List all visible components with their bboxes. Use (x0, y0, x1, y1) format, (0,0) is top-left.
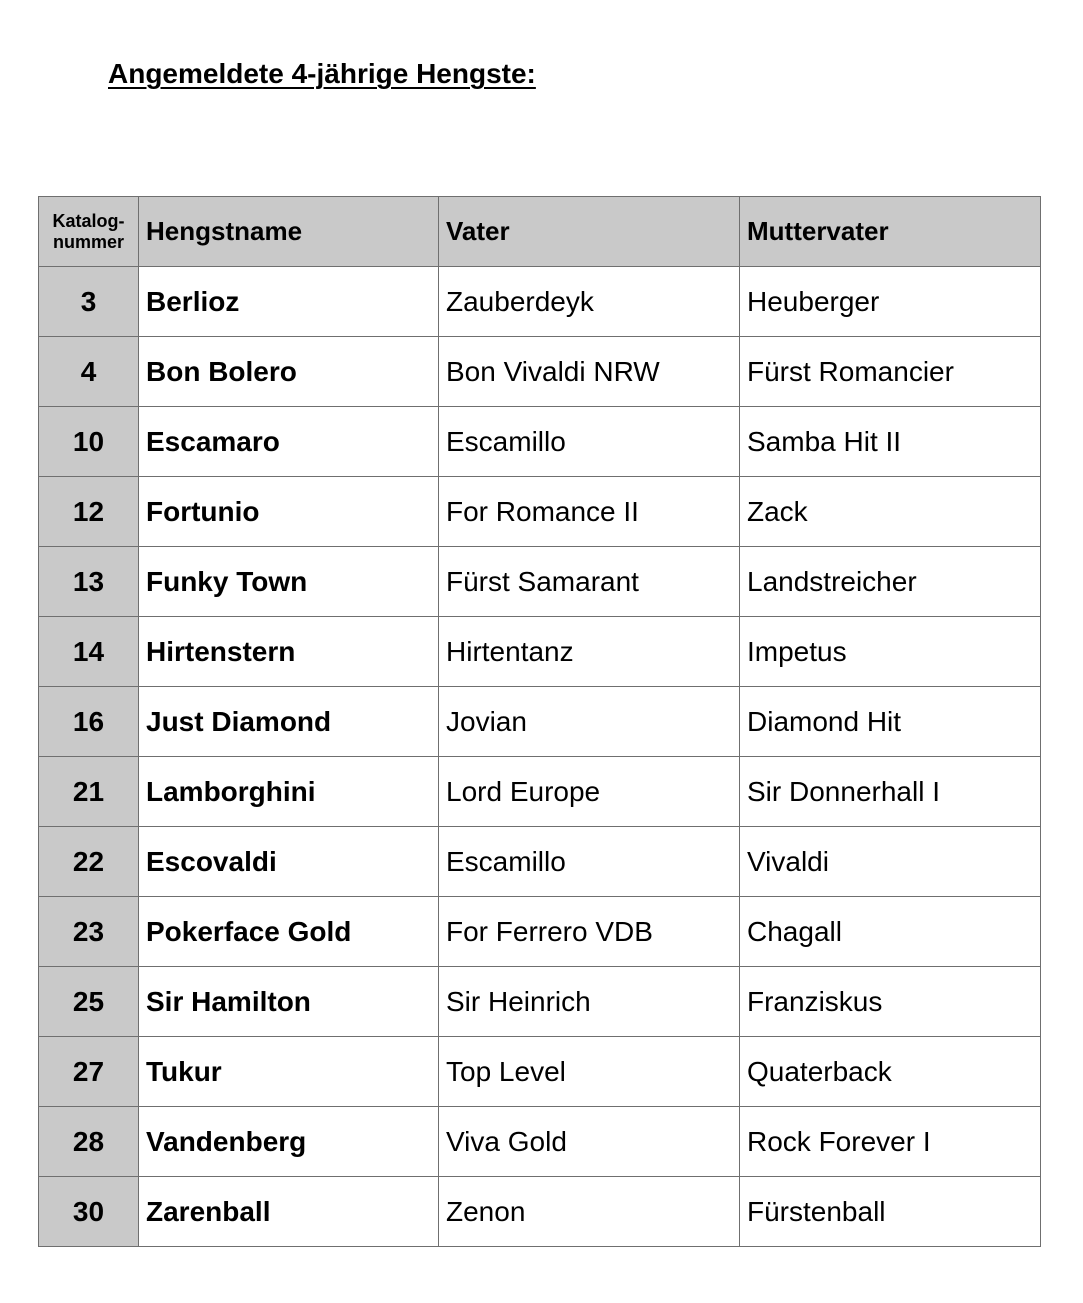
muttervater-cell: Rock Forever I (740, 1107, 1041, 1177)
table-row (39, 617, 1041, 687)
katalognummer-cell: 10 (39, 407, 139, 477)
vater-cell: For Romance II (439, 477, 740, 547)
muttervater-cell: Fürstenball (740, 1177, 1041, 1247)
muttervater-cell: Vivaldi (740, 827, 1041, 897)
table-header-row (39, 197, 1041, 267)
hengstname-cell: Funky Town (139, 547, 439, 617)
vater-cell: Bon Vivaldi NRW (439, 337, 740, 407)
muttervater-cell: Diamond Hit (740, 687, 1041, 757)
katalognummer-cell: 28 (39, 1107, 139, 1177)
katalognummer-cell: 22 (39, 827, 139, 897)
katalognummer-cell: 25 (39, 967, 139, 1037)
table-row (39, 1107, 1041, 1177)
katalognummer-cell: 21 (39, 757, 139, 827)
hengstname-cell: Bon Bolero (139, 337, 439, 407)
table-row (39, 267, 1041, 337)
table-row (39, 897, 1041, 967)
katalognummer-cell: 12 (39, 477, 139, 547)
muttervater-cell: Chagall (740, 897, 1041, 967)
column-header-hengstname: Hengstname (139, 197, 439, 267)
muttervater-cell: Quaterback (740, 1037, 1041, 1107)
hengstname-cell: Escovaldi (139, 827, 439, 897)
table-row (39, 967, 1041, 1037)
vater-cell: Zenon (439, 1177, 740, 1247)
hengstname-cell: Sir Hamilton (139, 967, 439, 1037)
vater-cell: For Ferrero VDB (439, 897, 740, 967)
katalog-header-line2: nummer (52, 231, 124, 252)
katalognummer-cell: 30 (39, 1177, 139, 1247)
column-header-muttervater: Muttervater (740, 197, 1041, 267)
vater-cell: Sir Heinrich (439, 967, 740, 1037)
vater-cell: Fürst Samarant (439, 547, 740, 617)
vater-cell: Zauberdeyk (439, 267, 740, 337)
hengstname-cell: Escamaro (139, 407, 439, 477)
katalog-header-line1: Katalog- (52, 210, 125, 231)
muttervater-cell: Sir Donnerhall I (740, 757, 1041, 827)
muttervater-cell: Impetus (740, 617, 1041, 687)
vater-cell: Top Level (439, 1037, 740, 1107)
katalognummer-cell: 27 (39, 1037, 139, 1107)
vater-cell: Hirtentanz (439, 617, 740, 687)
katalognummer-cell: 4 (39, 337, 139, 407)
katalognummer-cell: 14 (39, 617, 139, 687)
table-row (39, 757, 1041, 827)
vater-cell: Viva Gold (439, 1107, 740, 1177)
muttervater-cell: Heuberger (740, 267, 1041, 337)
katalognummer-cell: 13 (39, 547, 139, 617)
muttervater-cell: Landstreicher (740, 547, 1041, 617)
table-row (39, 827, 1041, 897)
vater-cell: Escamillo (439, 827, 740, 897)
hengstname-cell: Tukur (139, 1037, 439, 1107)
hengstname-cell: Just Diamond (139, 687, 439, 757)
katalognummer-cell: 23 (39, 897, 139, 967)
muttervater-cell: Samba Hit II (740, 407, 1041, 477)
table-row (39, 687, 1041, 757)
table-row (39, 477, 1041, 547)
table-row (39, 407, 1041, 477)
column-header-vater: Vater (439, 197, 740, 267)
hengstname-cell: Lamborghini (139, 757, 439, 827)
muttervater-cell: Franziskus (740, 967, 1041, 1037)
vater-cell: Jovian (439, 687, 740, 757)
stallion-table (38, 196, 1041, 1247)
katalognummer-cell: 3 (39, 267, 139, 337)
table-row (39, 547, 1041, 617)
column-header-katalognummer (39, 197, 139, 267)
table-row (39, 337, 1041, 407)
hengstname-cell: Hirtenstern (139, 617, 439, 687)
table-body (39, 267, 1041, 1247)
muttervater-cell: Zack (740, 477, 1041, 547)
vater-cell: Lord Europe (439, 757, 740, 827)
hengstname-cell: Vandenberg (139, 1107, 439, 1177)
hengstname-cell: Fortunio (139, 477, 439, 547)
page-title: Angemeldete 4-jährige Hengste: (108, 58, 536, 89)
vater-cell: Escamillo (439, 407, 740, 477)
table-row (39, 1177, 1041, 1247)
hengstname-cell: Berlioz (139, 267, 439, 337)
muttervater-cell: Fürst Romancier (740, 337, 1041, 407)
hengstname-cell: Pokerface Gold (139, 897, 439, 967)
katalognummer-cell: 16 (39, 687, 139, 757)
hengstname-cell: Zarenball (139, 1177, 439, 1247)
table-row (39, 1037, 1041, 1107)
